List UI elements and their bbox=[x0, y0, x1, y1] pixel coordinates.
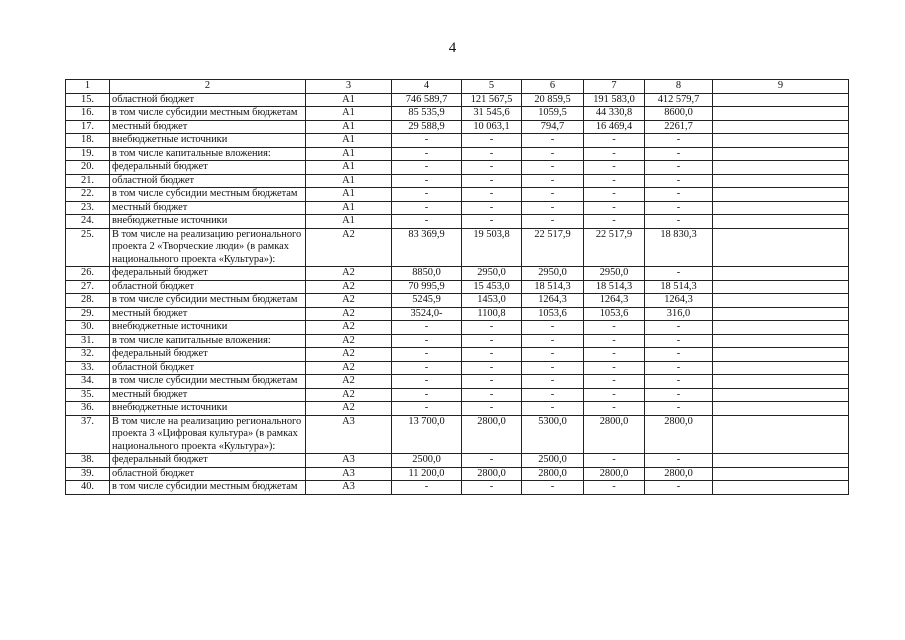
source-code-cell: А1 bbox=[306, 188, 392, 202]
year-4-cell: - bbox=[645, 388, 713, 402]
year-1-cell: - bbox=[462, 375, 522, 389]
source-code-cell: А1 bbox=[306, 215, 392, 229]
year-2-cell: - bbox=[522, 147, 584, 161]
note-cell bbox=[713, 201, 849, 215]
indicator-name-cell: в том числе субсидии местным бюджетам bbox=[110, 188, 306, 202]
row-number-cell: 27. bbox=[66, 280, 110, 294]
indicator-name-cell: внебюджетные источники bbox=[110, 402, 306, 416]
indicator-name-cell: местный бюджет bbox=[110, 120, 306, 134]
indicator-name-cell: В том числе на реализацию регионального проекта 2 «Творческие люди» (в рамках национального проекта «Культура»): bbox=[110, 228, 306, 267]
total-cell: 83 369,9 bbox=[392, 228, 462, 267]
indicator-name-cell: в том числе субсидии местным бюджетам bbox=[110, 481, 306, 495]
year-2-cell: 794,7 bbox=[522, 120, 584, 134]
total-cell: - bbox=[392, 375, 462, 389]
source-code-cell: А2 bbox=[306, 307, 392, 321]
total-cell: 29 588,9 bbox=[392, 120, 462, 134]
indicator-name-cell: внебюджетные источники bbox=[110, 321, 306, 335]
note-cell bbox=[713, 147, 849, 161]
year-1-cell: 10 063,1 bbox=[462, 120, 522, 134]
year-4-cell: - bbox=[645, 267, 713, 281]
year-2-cell: - bbox=[522, 334, 584, 348]
indicator-name-cell: в том числе субсидии местным бюджетам bbox=[110, 294, 306, 308]
year-2-cell: 22 517,9 bbox=[522, 228, 584, 267]
source-code-cell: А3 bbox=[306, 454, 392, 468]
table-row bbox=[66, 334, 849, 348]
year-1-cell: 1453,0 bbox=[462, 294, 522, 308]
year-2-cell: - bbox=[522, 201, 584, 215]
year-2-cell: - bbox=[522, 348, 584, 362]
header-cell-5: 5 bbox=[462, 80, 522, 94]
source-code-cell: А2 bbox=[306, 334, 392, 348]
year-1-cell: 2800,0 bbox=[462, 415, 522, 454]
year-1-cell: 15 453,0 bbox=[462, 280, 522, 294]
year-2-cell: 1053,6 bbox=[522, 307, 584, 321]
total-cell: - bbox=[392, 147, 462, 161]
row-number-cell: 21. bbox=[66, 174, 110, 188]
year-2-cell: 20 859,5 bbox=[522, 93, 584, 107]
total-cell: 5245,9 bbox=[392, 294, 462, 308]
source-code-cell: А2 bbox=[306, 294, 392, 308]
year-3-cell: 44 330,8 bbox=[584, 107, 645, 121]
table-body bbox=[66, 80, 849, 495]
row-number-cell: 23. bbox=[66, 201, 110, 215]
total-cell: - bbox=[392, 201, 462, 215]
source-code-cell: А2 bbox=[306, 402, 392, 416]
note-cell bbox=[713, 402, 849, 416]
row-number-cell: 15. bbox=[66, 93, 110, 107]
note-cell bbox=[713, 188, 849, 202]
indicator-name-cell: местный бюджет bbox=[110, 388, 306, 402]
indicator-name-cell: внебюджетные источники bbox=[110, 215, 306, 229]
year-1-cell: - bbox=[462, 147, 522, 161]
year-3-cell: 22 517,9 bbox=[584, 228, 645, 267]
total-cell: - bbox=[392, 402, 462, 416]
total-cell: 746 589,7 bbox=[392, 93, 462, 107]
indicator-name-cell: местный бюджет bbox=[110, 307, 306, 321]
year-4-cell: - bbox=[645, 147, 713, 161]
indicator-name-cell: в том числе субсидии местным бюджетам bbox=[110, 375, 306, 389]
year-4-cell: 2800,0 bbox=[645, 415, 713, 454]
indicator-name-cell: в том числе капитальные вложения: bbox=[110, 334, 306, 348]
note-cell bbox=[713, 215, 849, 229]
year-1-cell: 2800,0 bbox=[462, 467, 522, 481]
year-1-cell: 31 545,6 bbox=[462, 107, 522, 121]
year-3-cell: - bbox=[584, 201, 645, 215]
year-2-cell: 18 514,3 bbox=[522, 280, 584, 294]
note-cell bbox=[713, 294, 849, 308]
note-cell bbox=[713, 267, 849, 281]
row-number-cell: 40. bbox=[66, 481, 110, 495]
year-3-cell: 191 583,0 bbox=[584, 93, 645, 107]
source-code-cell: А2 bbox=[306, 280, 392, 294]
year-4-cell: - bbox=[645, 321, 713, 335]
table-row bbox=[66, 147, 849, 161]
source-code-cell: А2 bbox=[306, 228, 392, 267]
page-number: 4 bbox=[448, 40, 457, 56]
source-code-cell: А2 bbox=[306, 348, 392, 362]
indicator-name-cell: федеральный бюджет bbox=[110, 267, 306, 281]
year-4-cell: - bbox=[645, 201, 713, 215]
year-3-cell: 2800,0 bbox=[584, 467, 645, 481]
total-cell: 3524,0- bbox=[392, 307, 462, 321]
table-row bbox=[66, 361, 849, 375]
year-1-cell: 1100,8 bbox=[462, 307, 522, 321]
source-code-cell: А3 bbox=[306, 481, 392, 495]
note-cell bbox=[713, 307, 849, 321]
table-row bbox=[66, 188, 849, 202]
table-row bbox=[66, 481, 849, 495]
total-cell: - bbox=[392, 388, 462, 402]
header-row bbox=[66, 80, 849, 94]
table-row bbox=[66, 454, 849, 468]
note-cell bbox=[713, 174, 849, 188]
source-code-cell: А1 bbox=[306, 201, 392, 215]
year-4-cell: - bbox=[645, 348, 713, 362]
year-2-cell: - bbox=[522, 361, 584, 375]
note-cell bbox=[713, 228, 849, 267]
year-1-cell: - bbox=[462, 161, 522, 175]
year-2-cell: 1264,3 bbox=[522, 294, 584, 308]
year-1-cell: - bbox=[462, 201, 522, 215]
indicator-name-cell: областной бюджет bbox=[110, 93, 306, 107]
row-number-cell: 16. bbox=[66, 107, 110, 121]
note-cell bbox=[713, 134, 849, 148]
year-3-cell: - bbox=[584, 174, 645, 188]
source-code-cell: А2 bbox=[306, 321, 392, 335]
note-cell bbox=[713, 93, 849, 107]
total-cell: - bbox=[392, 215, 462, 229]
year-3-cell: - bbox=[584, 215, 645, 229]
note-cell bbox=[713, 467, 849, 481]
note-cell bbox=[713, 280, 849, 294]
total-cell: 2500,0 bbox=[392, 454, 462, 468]
budget-table bbox=[65, 79, 849, 495]
indicator-name-cell: В том числе на реализацию регионального проекта 3 «Цифровая культура» (в рамках национального проекта «Культура»): bbox=[110, 415, 306, 454]
year-4-cell: - bbox=[645, 188, 713, 202]
year-1-cell: - bbox=[462, 348, 522, 362]
year-2-cell: - bbox=[522, 134, 584, 148]
row-number-cell: 22. bbox=[66, 188, 110, 202]
header-cell-6: 6 bbox=[522, 80, 584, 94]
source-code-cell: А2 bbox=[306, 388, 392, 402]
year-3-cell: - bbox=[584, 375, 645, 389]
year-3-cell: 2800,0 bbox=[584, 415, 645, 454]
source-code-cell: А2 bbox=[306, 361, 392, 375]
year-4-cell: 412 579,7 bbox=[645, 93, 713, 107]
source-code-cell: А1 bbox=[306, 107, 392, 121]
note-cell bbox=[713, 415, 849, 454]
indicator-name-cell: областной бюджет bbox=[110, 174, 306, 188]
source-code-cell: А1 bbox=[306, 174, 392, 188]
indicator-name-cell: в том числе капитальные вложения: bbox=[110, 147, 306, 161]
row-number-cell: 18. bbox=[66, 134, 110, 148]
row-number-cell: 24. bbox=[66, 215, 110, 229]
table-row bbox=[66, 415, 849, 454]
row-number-cell: 20. bbox=[66, 161, 110, 175]
total-cell: - bbox=[392, 334, 462, 348]
year-1-cell: - bbox=[462, 174, 522, 188]
year-3-cell: 1053,6 bbox=[584, 307, 645, 321]
year-3-cell: - bbox=[584, 321, 645, 335]
year-3-cell: - bbox=[584, 147, 645, 161]
note-cell bbox=[713, 334, 849, 348]
note-cell bbox=[713, 348, 849, 362]
year-4-cell: - bbox=[645, 161, 713, 175]
header-cell-2: 2 bbox=[110, 80, 306, 94]
table-row bbox=[66, 402, 849, 416]
total-cell: 70 995,9 bbox=[392, 280, 462, 294]
year-4-cell: 18 830,3 bbox=[645, 228, 713, 267]
year-1-cell: - bbox=[462, 188, 522, 202]
year-2-cell: - bbox=[522, 481, 584, 495]
year-4-cell: 2800,0 bbox=[645, 467, 713, 481]
table-row bbox=[66, 107, 849, 121]
year-4-cell: - bbox=[645, 134, 713, 148]
table-row bbox=[66, 375, 849, 389]
year-2-cell: - bbox=[522, 375, 584, 389]
total-cell: - bbox=[392, 161, 462, 175]
total-cell: - bbox=[392, 188, 462, 202]
header-cell-9: 9 bbox=[713, 80, 849, 94]
header-cell-7: 7 bbox=[584, 80, 645, 94]
row-number-cell: 35. bbox=[66, 388, 110, 402]
year-1-cell: 19 503,8 bbox=[462, 228, 522, 267]
year-4-cell: - bbox=[645, 174, 713, 188]
header-cell-4: 4 bbox=[392, 80, 462, 94]
table-row bbox=[66, 294, 849, 308]
year-4-cell: 316,0 bbox=[645, 307, 713, 321]
year-2-cell: - bbox=[522, 174, 584, 188]
year-2-cell: - bbox=[522, 215, 584, 229]
year-1-cell: - bbox=[462, 361, 522, 375]
table-row bbox=[66, 161, 849, 175]
note-cell bbox=[713, 481, 849, 495]
year-2-cell: 2500,0 bbox=[522, 454, 584, 468]
table-row bbox=[66, 388, 849, 402]
table-row bbox=[66, 228, 849, 267]
year-4-cell: - bbox=[645, 334, 713, 348]
source-code-cell: А1 bbox=[306, 147, 392, 161]
total-cell: - bbox=[392, 348, 462, 362]
row-number-cell: 25. bbox=[66, 228, 110, 267]
year-2-cell: - bbox=[522, 188, 584, 202]
year-3-cell: - bbox=[584, 348, 645, 362]
indicator-name-cell: внебюджетные источники bbox=[110, 134, 306, 148]
table-row bbox=[66, 134, 849, 148]
year-2-cell: - bbox=[522, 402, 584, 416]
total-cell: 85 535,9 bbox=[392, 107, 462, 121]
table-row bbox=[66, 307, 849, 321]
row-number-cell: 37. bbox=[66, 415, 110, 454]
indicator-name-cell: местный бюджет bbox=[110, 201, 306, 215]
row-number-cell: 32. bbox=[66, 348, 110, 362]
indicator-name-cell: в том числе субсидии местным бюджетам bbox=[110, 107, 306, 121]
indicator-name-cell: областной бюджет bbox=[110, 280, 306, 294]
indicator-name-cell: областной бюджет bbox=[110, 467, 306, 481]
year-4-cell: - bbox=[645, 361, 713, 375]
note-cell bbox=[713, 120, 849, 134]
row-number-cell: 19. bbox=[66, 147, 110, 161]
year-2-cell: - bbox=[522, 388, 584, 402]
row-number-cell: 31. bbox=[66, 334, 110, 348]
year-3-cell: 2950,0 bbox=[584, 267, 645, 281]
year-4-cell: - bbox=[645, 402, 713, 416]
table-row bbox=[66, 267, 849, 281]
note-cell bbox=[713, 107, 849, 121]
table-row bbox=[66, 201, 849, 215]
note-cell bbox=[713, 161, 849, 175]
total-cell: - bbox=[392, 481, 462, 495]
source-code-cell: А1 bbox=[306, 93, 392, 107]
year-3-cell: 18 514,3 bbox=[584, 280, 645, 294]
row-number-cell: 26. bbox=[66, 267, 110, 281]
year-1-cell: 2950,0 bbox=[462, 267, 522, 281]
year-1-cell: - bbox=[462, 334, 522, 348]
source-code-cell: А2 bbox=[306, 375, 392, 389]
row-number-cell: 17. bbox=[66, 120, 110, 134]
table-row bbox=[66, 93, 849, 107]
year-1-cell: - bbox=[462, 481, 522, 495]
year-1-cell: - bbox=[462, 402, 522, 416]
year-1-cell: - bbox=[462, 321, 522, 335]
note-cell bbox=[713, 321, 849, 335]
source-code-cell: А3 bbox=[306, 467, 392, 481]
total-cell: - bbox=[392, 174, 462, 188]
year-4-cell: 2261,7 bbox=[645, 120, 713, 134]
year-2-cell: - bbox=[522, 161, 584, 175]
indicator-name-cell: областной бюджет bbox=[110, 361, 306, 375]
source-code-cell: А1 bbox=[306, 161, 392, 175]
note-cell bbox=[713, 454, 849, 468]
year-1-cell: - bbox=[462, 134, 522, 148]
year-3-cell: - bbox=[584, 402, 645, 416]
total-cell: 8850,0 bbox=[392, 267, 462, 281]
year-2-cell: 2800,0 bbox=[522, 467, 584, 481]
year-2-cell: - bbox=[522, 321, 584, 335]
year-3-cell: - bbox=[584, 361, 645, 375]
year-2-cell: 2950,0 bbox=[522, 267, 584, 281]
year-4-cell: 8600,0 bbox=[645, 107, 713, 121]
row-number-cell: 33. bbox=[66, 361, 110, 375]
total-cell: - bbox=[392, 134, 462, 148]
indicator-name-cell: федеральный бюджет bbox=[110, 161, 306, 175]
source-code-cell: А1 bbox=[306, 120, 392, 134]
year-1-cell: - bbox=[462, 454, 522, 468]
table-row bbox=[66, 348, 849, 362]
total-cell: 13 700,0 bbox=[392, 415, 462, 454]
total-cell: - bbox=[392, 361, 462, 375]
row-number-cell: 34. bbox=[66, 375, 110, 389]
source-code-cell: А3 bbox=[306, 415, 392, 454]
table-row bbox=[66, 280, 849, 294]
note-cell bbox=[713, 375, 849, 389]
header-cell-1: 1 bbox=[66, 80, 110, 94]
note-cell bbox=[713, 388, 849, 402]
year-3-cell: - bbox=[584, 161, 645, 175]
row-number-cell: 36. bbox=[66, 402, 110, 416]
table-row bbox=[66, 215, 849, 229]
year-3-cell: - bbox=[584, 388, 645, 402]
indicator-name-cell: федеральный бюджет bbox=[110, 454, 306, 468]
total-cell: 11 200,0 bbox=[392, 467, 462, 481]
year-3-cell: - bbox=[584, 454, 645, 468]
year-3-cell: 16 469,4 bbox=[584, 120, 645, 134]
header-cell-3: 3 bbox=[306, 80, 392, 94]
row-number-cell: 28. bbox=[66, 294, 110, 308]
source-code-cell: А1 bbox=[306, 134, 392, 148]
year-4-cell: 1264,3 bbox=[645, 294, 713, 308]
table-row bbox=[66, 174, 849, 188]
year-4-cell: 18 514,3 bbox=[645, 280, 713, 294]
year-4-cell: - bbox=[645, 375, 713, 389]
year-2-cell: 5300,0 bbox=[522, 415, 584, 454]
row-number-cell: 29. bbox=[66, 307, 110, 321]
year-1-cell: 121 567,5 bbox=[462, 93, 522, 107]
year-1-cell: - bbox=[462, 388, 522, 402]
table-row bbox=[66, 120, 849, 134]
year-3-cell: 1264,3 bbox=[584, 294, 645, 308]
year-1-cell: - bbox=[462, 215, 522, 229]
row-number-cell: 39. bbox=[66, 467, 110, 481]
year-3-cell: - bbox=[584, 188, 645, 202]
year-3-cell: - bbox=[584, 134, 645, 148]
table-row bbox=[66, 467, 849, 481]
total-cell: - bbox=[392, 321, 462, 335]
row-number-cell: 30. bbox=[66, 321, 110, 335]
indicator-name-cell: федеральный бюджет bbox=[110, 348, 306, 362]
note-cell bbox=[713, 361, 849, 375]
year-3-cell: - bbox=[584, 481, 645, 495]
year-4-cell: - bbox=[645, 481, 713, 495]
source-code-cell: А2 bbox=[306, 267, 392, 281]
year-4-cell: - bbox=[645, 215, 713, 229]
year-4-cell: - bbox=[645, 454, 713, 468]
header-cell-8: 8 bbox=[645, 80, 713, 94]
year-3-cell: - bbox=[584, 334, 645, 348]
row-number-cell: 38. bbox=[66, 454, 110, 468]
table-row bbox=[66, 321, 849, 335]
year-2-cell: 1059,5 bbox=[522, 107, 584, 121]
